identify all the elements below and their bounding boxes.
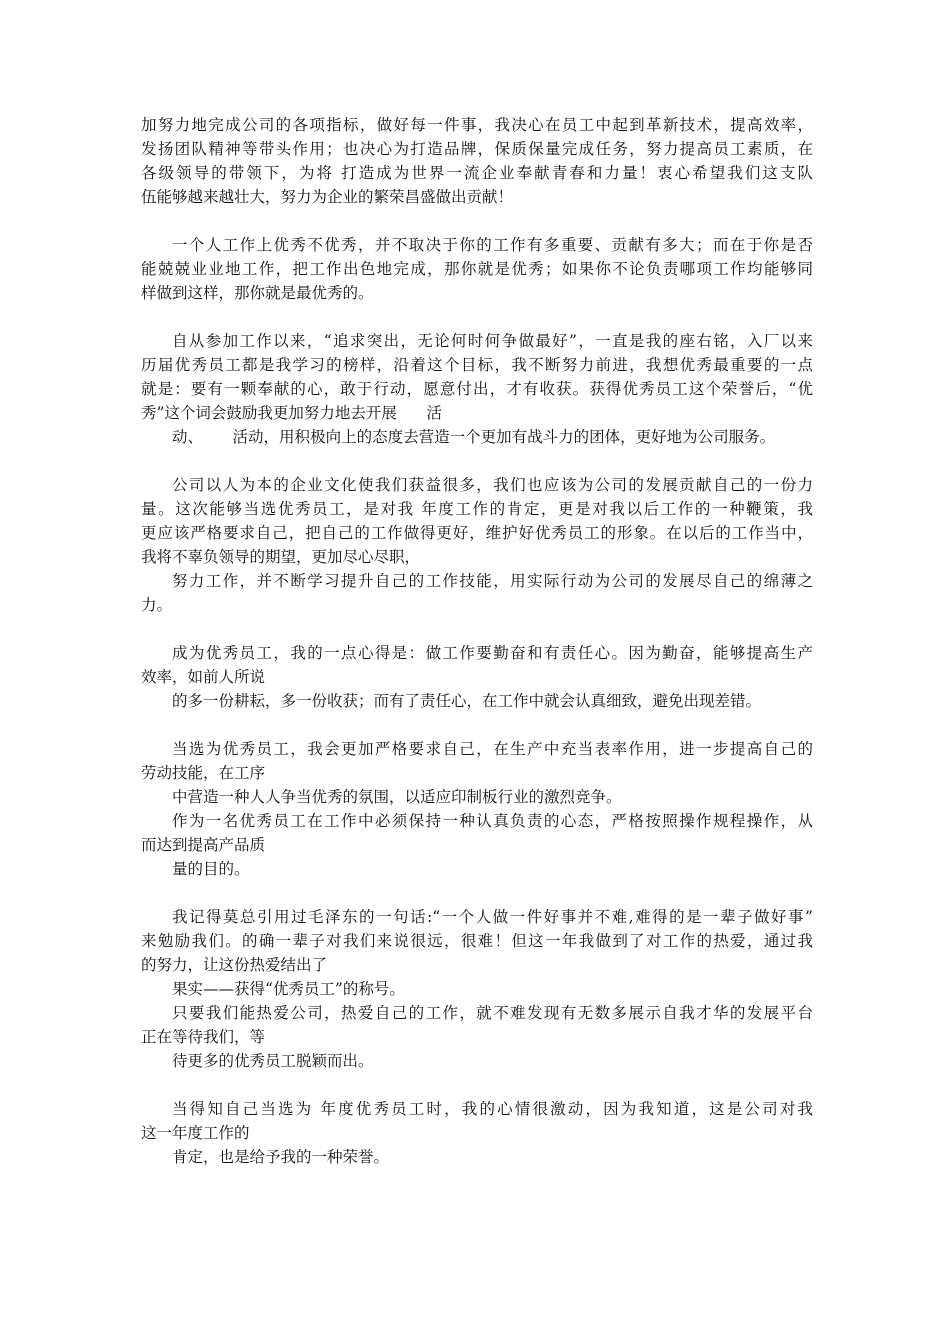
paragraph-gap xyxy=(141,1073,813,1097)
paragraph-gap xyxy=(141,713,813,737)
text-line: 能兢兢业业地工作，把工作出色地完成，那你就是优秀；如果你不论负责哪项工作均能够同 xyxy=(141,260,813,278)
paragraph xyxy=(141,329,813,449)
text-line: 的努力，让这份热爱结出了 xyxy=(141,956,328,974)
paragraph-gap xyxy=(141,881,813,905)
text-line: 样做到这样，那你就是最优秀的。 xyxy=(141,284,374,302)
text-line: 量的目的。 xyxy=(172,860,250,878)
text-line: 效率，如前人所说 xyxy=(141,668,266,686)
paragraph xyxy=(141,473,813,617)
paragraph xyxy=(141,737,813,881)
document-body xyxy=(141,113,813,1169)
text-line: 加努力地完成公司的各项指标，做好每一件事，我决心在员工中起到革新技术，提高效率， xyxy=(141,116,813,134)
text-line: 更应该严格要求自己，把自己的工作做得更好，维护好优秀员工的形象。在以后的工作当中， xyxy=(141,524,813,542)
paragraph-gap xyxy=(141,305,813,329)
text-line: 待更多的优秀员工脱颖而出。 xyxy=(172,1052,374,1070)
text-line: 伍能够越来越壮大，努力为企业的繁荣昌盛做出贡献！ xyxy=(141,188,514,206)
text-line: 果实——获得“优秀员工”的称号。 xyxy=(172,980,405,998)
text-line: 只要我们能热爱公司，热爱自己的工作，就不难发现有无数多展示自我才华的发展平台 xyxy=(172,1004,813,1022)
text-line: 作为一名优秀员工在工作中必须保持一种认真负责的心态，严格按照操作规程操作，从 xyxy=(172,812,813,830)
text-line: 历届优秀员工都是我学习的榜样，沿着这个目标，我不断努力前进，我想优秀最重要的一点 xyxy=(141,356,813,374)
text-line: 动、 活动，用积极向上的态度去营造一个更加有战斗力的团体，更好地为公司服务。 xyxy=(172,428,776,446)
paragraph xyxy=(141,905,813,1073)
text-line: 公司以人为本的企业文化使我们获益很多，我们也应该为公司的发展贡献自己的一份力 xyxy=(172,476,813,494)
paragraph-gap xyxy=(141,617,813,641)
text-line: 量。这次能够当选优秀员工，是对我 年度工作的肯定，更是对我以后工作的一种鞭策，我 xyxy=(141,500,813,518)
paragraph-gap xyxy=(141,449,813,473)
text-line: 中营造一种人人争当优秀的氛围，以适应印制板行业的激烈竞争。 xyxy=(172,788,622,806)
text-line: 来勉励我们。的确一辈子对我们来说很远，很难！但这一年我做到了对工作的热爱，通过我 xyxy=(141,932,813,950)
text-line: 当得知自己当选为 年度优秀员工时，我的心情很激动，因为我知道，这是公司对我 xyxy=(172,1100,813,1118)
text-line: 的多一份耕耘，多一份收获；而有了责任心，在工作中就会认真细致，避免出现差错。 xyxy=(172,692,762,710)
text-line: 力。 xyxy=(141,596,173,614)
text-line: 秀”这个词会鼓励我更加努力地去开展 活 xyxy=(141,404,442,422)
text-line: 就是：要有一颗奉献的心，敢于行动，愿意付出，才有收获。获得优秀员工这个荣誉后，“优 xyxy=(141,380,813,398)
text-line: 自从参加工作以来，“追求突出，无论何时何争做最好”，一直是我的座右铭，入厂以来 xyxy=(172,332,813,350)
paragraph xyxy=(141,233,813,305)
text-line: 发扬团队精神等带头作用；也决心为打造品牌，保质保量完成任务，努力提高员工素质，在 xyxy=(141,140,813,158)
text-line: 劳动技能，在工序 xyxy=(141,764,266,782)
text-line: 努力工作，并不断学习提升自己的工作技能，用实际行动为公司的发展尽自己的绵薄之 xyxy=(172,572,813,590)
text-line: 我记得莫总引用过毛泽东的一句话:“一个人做一件好事并不难,难得的是一辈子做好事” xyxy=(172,908,813,926)
text-line: 而达到提高产品质 xyxy=(141,836,266,854)
text-line: 一个人工作上优秀不优秀，并不取决于你的工作有多重要、贡献有多大；而在于你是否 xyxy=(172,236,813,254)
text-line: 这一年度工作的 xyxy=(141,1124,250,1142)
text-line: 正在等待我们，等 xyxy=(141,1028,266,1046)
text-line: 成为优秀员工，我的一点心得是：做工作要勤奋和有责任心。因为勤奋，能够提高生产 xyxy=(172,644,813,662)
paragraph xyxy=(141,113,813,209)
paragraph-gap xyxy=(141,209,813,233)
text-line: 当选为优秀员工，我会更加严格要求自己，在生产中充当表率作用，进一步提高自己的 xyxy=(172,740,813,758)
text-line: 肯定，也是给予我的一种荣誉。 xyxy=(172,1148,390,1166)
text-line: 各级领导的带领下，为将 打造成为世界一流企业奉献青春和力量！衷心希望我们这支队 xyxy=(141,164,813,182)
paragraph xyxy=(141,1097,813,1169)
text-line: 我将不辜负领导的期望，更加尽心尽职， xyxy=(141,548,421,566)
paragraph xyxy=(141,641,813,713)
